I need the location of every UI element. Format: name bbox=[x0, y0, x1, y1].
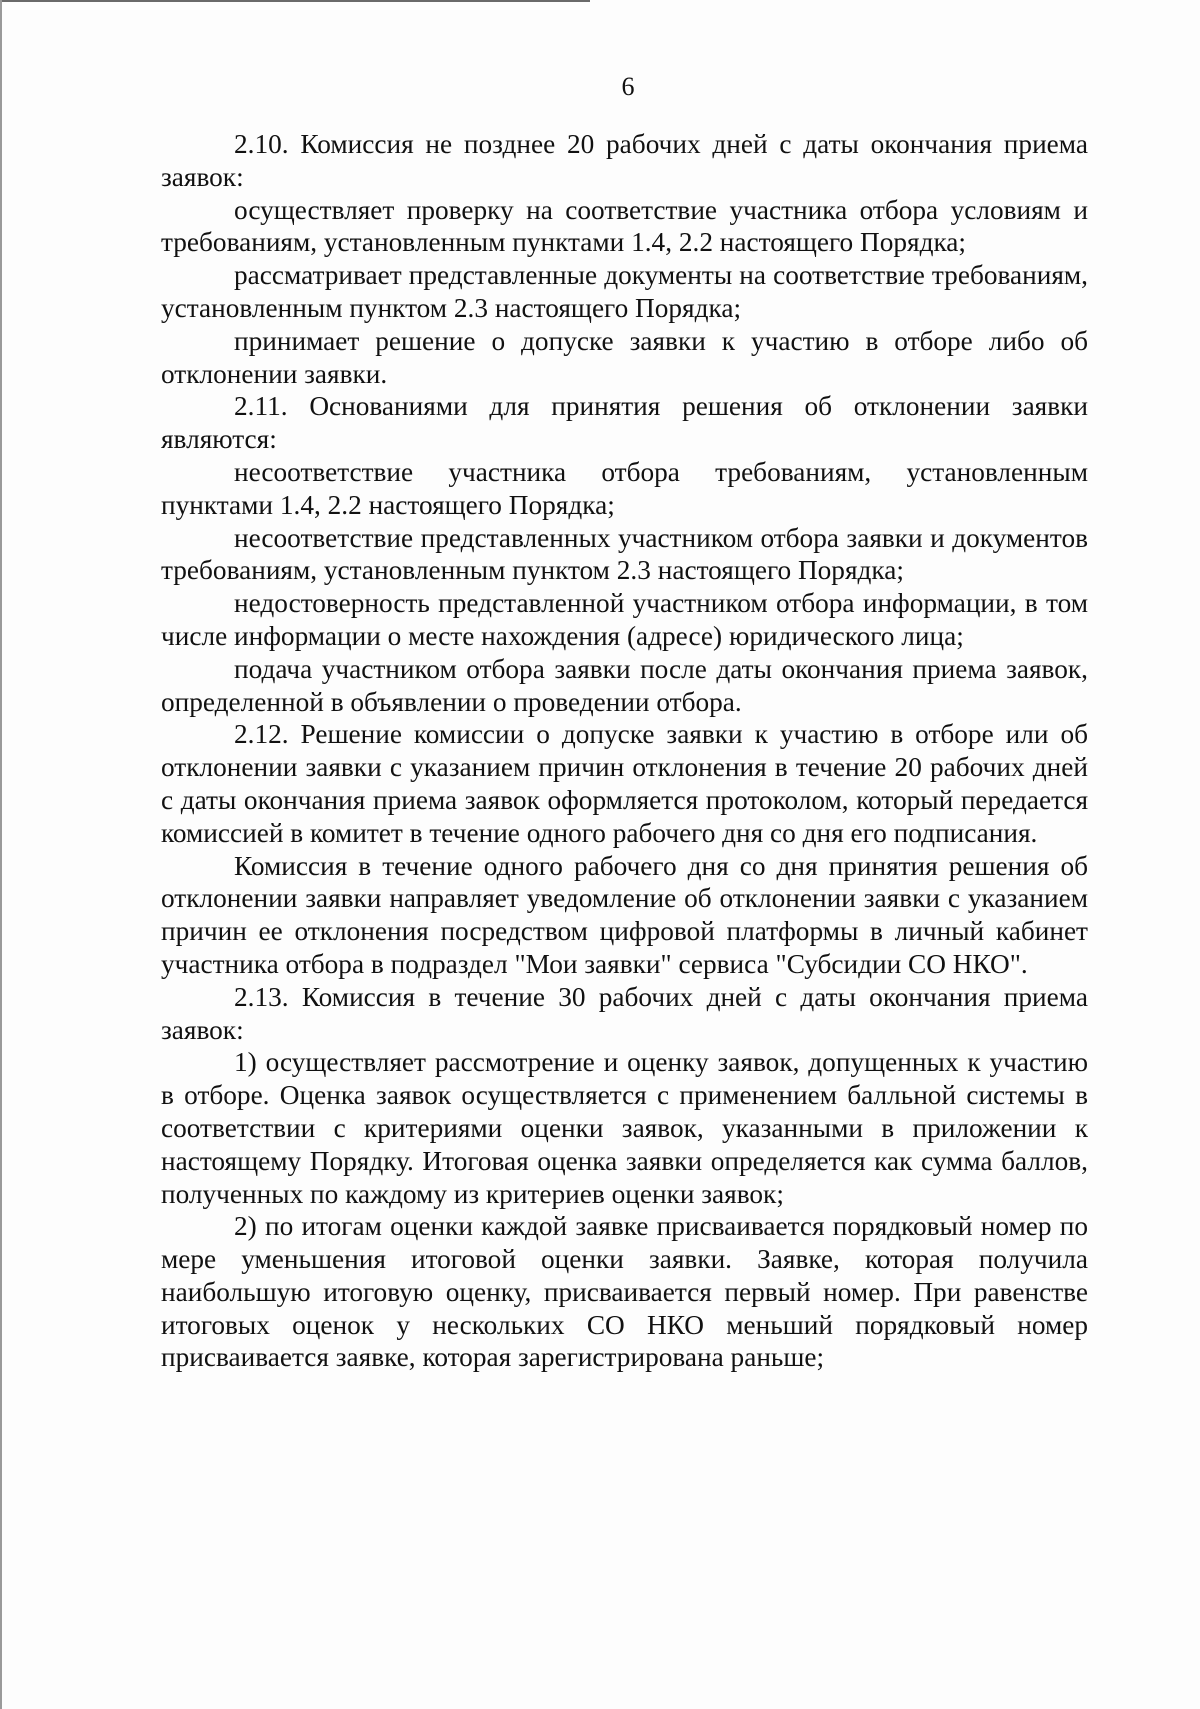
paragraph-2-10: 2.10. Комиссия не позднее 20 рабочих дней с даты окончания приема заявок: bbox=[161, 129, 1088, 192]
paragraph-2-13: 2.13. Комиссия в течение 30 рабочих дней с даты окончания приема заявок: bbox=[161, 981, 1088, 1045]
scan-edge-top bbox=[0, 0, 590, 2]
paragraph-decision: принимает решение о допуске заявки к участию в отборе либо об отклонении заявки. bbox=[161, 325, 1088, 389]
paragraph-2-11: 2.11. Основаниями для принятия решения об отклонении заявки являются: bbox=[161, 391, 1088, 455]
document-body bbox=[161, 128, 1088, 1374]
page-number: 6 bbox=[621, 72, 635, 101]
paragraph-notification: Комиссия в течение одного рабочего дня со дня принятия решения об отклонении заявки направляет уведомление об отклонении заявки с указанием причин ее отклонения посредством цифровой платформы в личный кабинет участника отбора в подраздел "Мои заявки" сервиса "Субсидии СО НКО". bbox=[161, 850, 1088, 979]
paragraph-item-1: 1) осуществляет рассмотрение и оценку заявок, допущенных к участию в отборе. Оценка заявок осуществляется с применением балльной системы в соответствии с критериями оценки заявок, указанными в приложении к настоящему Порядку. Итоговая оценка заявки определяется как сумма баллов, полученных по каждому из критериев оценки заявок; bbox=[161, 1047, 1088, 1209]
paragraph-mismatch-participant: несоответствие участника отбора требованиям, установленным пунктами 1.4, 2.2 настоящего Порядка; bbox=[161, 456, 1088, 520]
paragraph-item-2: 2) по итогам оценки каждой заявке присваивается порядковый номер по мере уменьшения итоговой оценки заявки. Заявке, которая получила наибольшую итоговую оценку, присваивается первый номер. При равенстве итоговых оценок у нескольких СО НКО меньший порядковый номер присваивается заявке, которая зарегистрирована раньше; bbox=[161, 1211, 1088, 1373]
paragraph-late-submission: подача участником отбора заявки после даты окончания приема заявок, определенной в объявлении о проведении отбора. bbox=[161, 653, 1088, 717]
paragraph-check-conditions: осуществляет проверку на соответствие участника отбора условиям и требованиям, установленным пунктами 1.4, 2.2 настоящего Порядка; bbox=[161, 194, 1088, 258]
paragraph-mismatch-documents: несоответствие представленных участником отбора заявки и документов требованиям, установленным пунктом 2.3 настоящего Порядка; bbox=[161, 522, 1088, 586]
scan-edge-left bbox=[0, 0, 2, 1709]
paragraph-review-documents: рассматривает представленные документы на соответствие требованиям, установленным пунктом 2.3 настоящего Порядка; bbox=[161, 260, 1088, 323]
paragraph-2-12: 2.12. Решение комиссии о допуске заявки к участию в отборе или об отклонении заявки с указанием причин отклонения в течение 20 рабочих дней с даты окончания приема заявок оформляется протоколом, который передается комиссией в комитет в течение одного рабочего дня со дня его подписания. bbox=[161, 719, 1088, 848]
paragraph-unreliable-info: недостоверность представленной участником отбора информации, в том числе информации о месте нахождения (адресе) юридического лица; bbox=[161, 588, 1088, 651]
